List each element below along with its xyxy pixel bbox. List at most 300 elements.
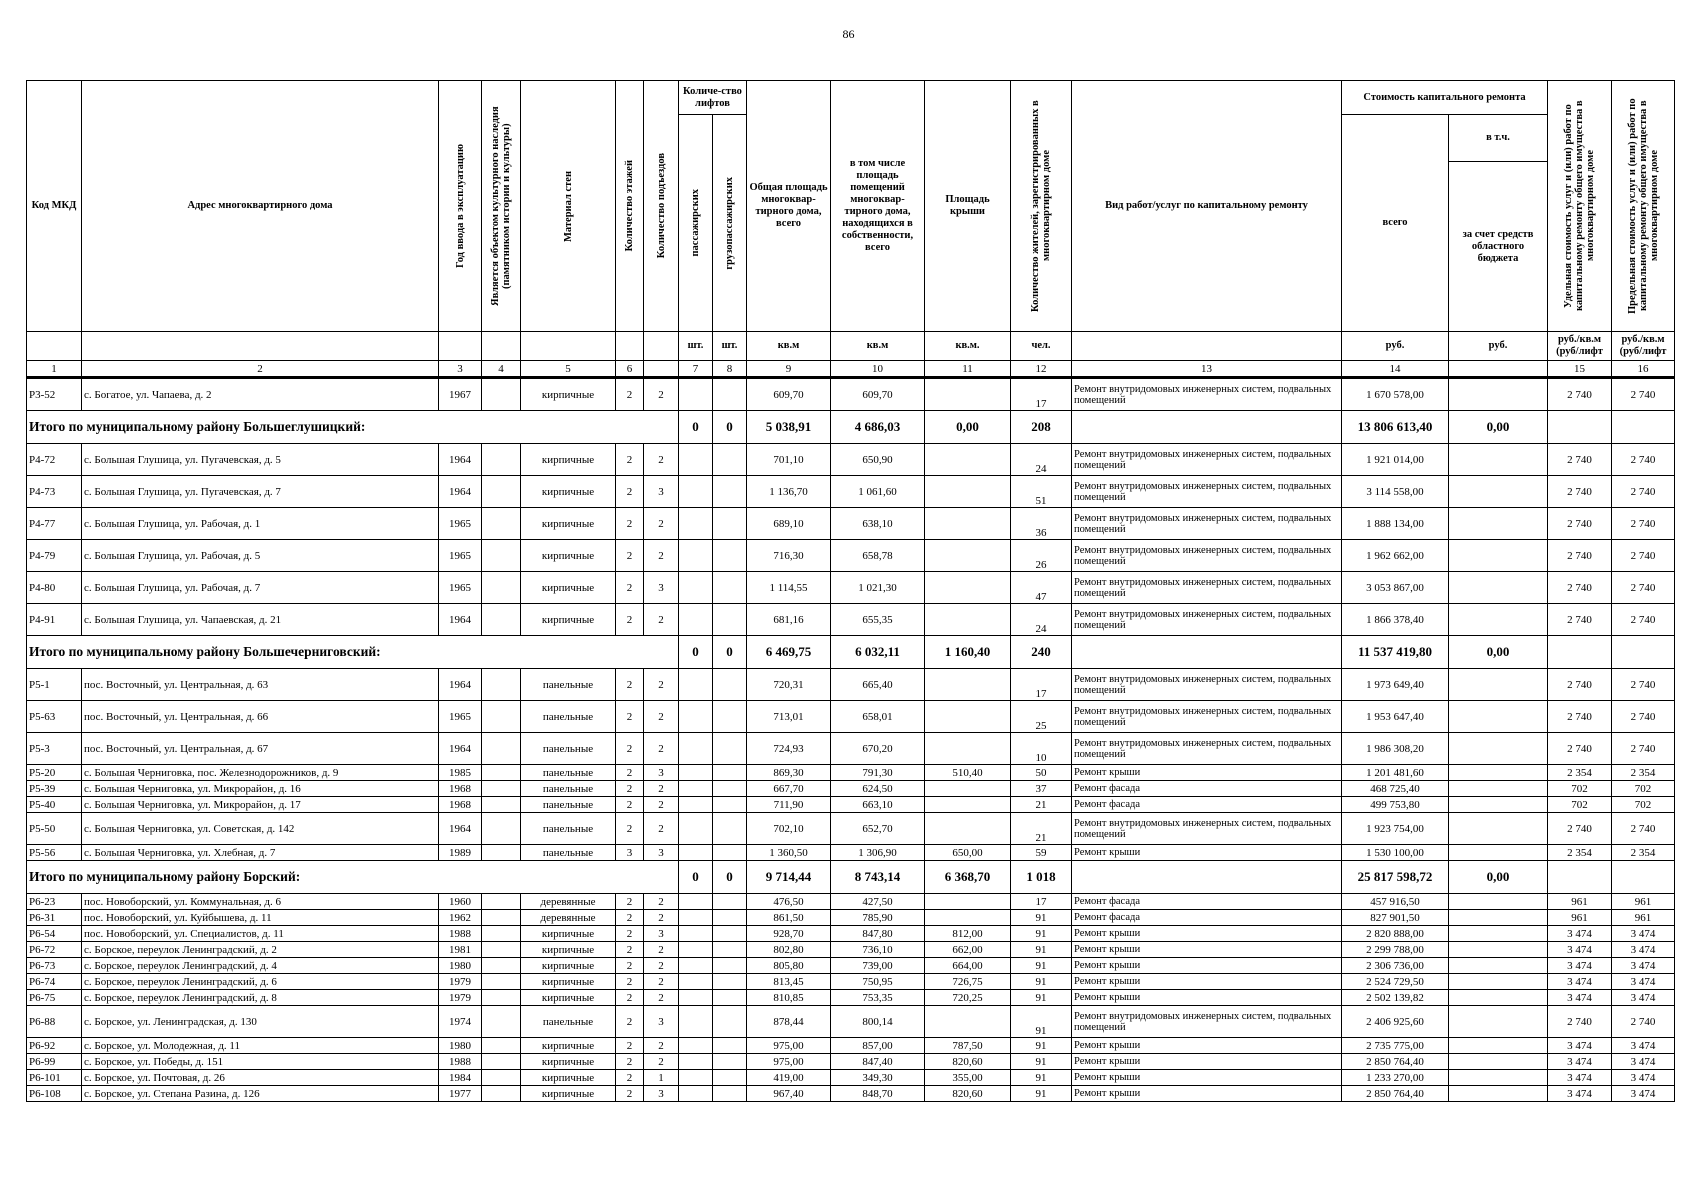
unit-cost: 3 474	[1548, 942, 1612, 958]
table-row	[27, 508, 1675, 540]
limit-cost: 2 740	[1612, 508, 1675, 540]
cargo-lifts	[713, 476, 747, 508]
owned-area: 847,40	[831, 1054, 925, 1070]
work-type: Ремонт внутридомовых инженерных систем, подвальных помещений	[1072, 540, 1342, 572]
year-commissioned: 1965	[439, 701, 482, 733]
roof-area	[925, 669, 1011, 701]
total-regional-budget: 0,00	[1449, 411, 1548, 444]
total-cargo-lifts: 0	[713, 636, 747, 669]
limit-cost: 3 474	[1612, 990, 1675, 1006]
column-number: 7	[679, 361, 713, 378]
regional-budget	[1449, 378, 1548, 411]
regional-budget	[1449, 1054, 1548, 1070]
wall-material: кирпичные	[521, 476, 616, 508]
roof-area	[925, 781, 1011, 797]
wall-material: кирпичные	[521, 378, 616, 411]
mkd-code: Р6-75	[27, 990, 82, 1006]
total-label: Итого по муниципальному району Борский:	[27, 861, 679, 894]
mkd-code: Р5-39	[27, 781, 82, 797]
year-commissioned: 1967	[439, 378, 482, 411]
residents: 26	[1011, 540, 1072, 572]
address: с. Борское, переулок Ленинградский, д. 8	[82, 990, 439, 1006]
col-limit-cost-header: Предельная стоимость услуг и (или) работ по капитальному ремонту общего имущества в многоквартирном доме	[1612, 81, 1675, 332]
limit-cost: 3 474	[1612, 958, 1675, 974]
owned-area: 753,35	[831, 990, 925, 1006]
entrances: 2	[644, 813, 679, 845]
passenger-lifts	[679, 444, 713, 476]
owned-area: 847,80	[831, 926, 925, 942]
entrances: 2	[644, 942, 679, 958]
cargo-lifts	[713, 1038, 747, 1054]
total-regional-budget: 0,00	[1449, 636, 1548, 669]
regional-budget	[1449, 476, 1548, 508]
total-limit-empty	[1612, 636, 1675, 669]
address: с. Большая Черниговка, ул. Хлебная, д. 7	[82, 845, 439, 861]
col-passenger-lifts-header: пассажирских	[679, 115, 713, 332]
cargo-lifts	[713, 813, 747, 845]
owned-area: 609,70	[831, 378, 925, 411]
floors: 2	[616, 990, 644, 1006]
total-limit-empty	[1612, 411, 1675, 444]
mkd-code: Р6-101	[27, 1070, 82, 1086]
district-total-row	[27, 411, 1675, 444]
unit-cost: 3 474	[1548, 1086, 1612, 1102]
heritage	[482, 1006, 521, 1038]
regional-budget	[1449, 845, 1548, 861]
floors: 2	[616, 926, 644, 942]
passenger-lifts	[679, 813, 713, 845]
year-commissioned: 1979	[439, 974, 482, 990]
floors: 2	[616, 444, 644, 476]
passenger-lifts	[679, 604, 713, 636]
floors: 2	[616, 1006, 644, 1038]
work-type: Ремонт крыши	[1072, 926, 1342, 942]
wall-material: панельные	[521, 669, 616, 701]
total-area: 681,16	[747, 604, 831, 636]
heritage	[482, 540, 521, 572]
work-type: Ремонт крыши	[1072, 958, 1342, 974]
total-cargo-lifts: 0	[713, 411, 747, 444]
heritage	[482, 797, 521, 813]
cargo-lifts	[713, 572, 747, 604]
total-area: 861,50	[747, 910, 831, 926]
address: с. Большая Черниговка, ул. Советская, д. 142	[82, 813, 439, 845]
limit-cost: 2 740	[1612, 378, 1675, 411]
total-area: 1 114,55	[747, 572, 831, 604]
mkd-code: Р6-54	[27, 926, 82, 942]
work-type: Ремонт внутридомовых инженерных систем, подвальных помещений	[1072, 508, 1342, 540]
wall-material: кирпичные	[521, 1070, 616, 1086]
cost-total: 1 923 754,00	[1342, 813, 1449, 845]
total-area: 6 469,75	[747, 636, 831, 669]
work-type: Ремонт крыши	[1072, 1038, 1342, 1054]
cost-total: 2 850 764,40	[1342, 1054, 1449, 1070]
total-passenger-lifts: 0	[679, 636, 713, 669]
passenger-lifts	[679, 1006, 713, 1038]
cargo-lifts	[713, 942, 747, 958]
passenger-lifts	[679, 669, 713, 701]
table-row	[27, 894, 1675, 910]
wall-material: кирпичные	[521, 926, 616, 942]
total-cost: 25 817 598,72	[1342, 861, 1449, 894]
total-unit-empty	[1548, 411, 1612, 444]
limit-cost: 2 740	[1612, 669, 1675, 701]
limit-cost: 3 474	[1612, 926, 1675, 942]
mkd-code: Р4-72	[27, 444, 82, 476]
mkd-code: Р5-20	[27, 765, 82, 781]
total-cargo-lifts: 0	[713, 861, 747, 894]
col-cost-total-header: всего	[1342, 115, 1449, 332]
cargo-lifts	[713, 604, 747, 636]
residents: 21	[1011, 813, 1072, 845]
cargo-lifts	[713, 701, 747, 733]
regional-budget	[1449, 669, 1548, 701]
mkd-code: Р6-31	[27, 910, 82, 926]
total-area: 689,10	[747, 508, 831, 540]
limit-cost: 702	[1612, 797, 1675, 813]
heritage	[482, 572, 521, 604]
entrances: 2	[644, 701, 679, 733]
mkd-code: Р4-80	[27, 572, 82, 604]
mkd-code: Р6-99	[27, 1054, 82, 1070]
roof-area: 720,25	[925, 990, 1011, 1006]
wall-material: кирпичные	[521, 1054, 616, 1070]
regional-budget	[1449, 765, 1548, 781]
limit-cost: 2 740	[1612, 540, 1675, 572]
mkd-code: Р6-23	[27, 894, 82, 910]
owned-area: 658,01	[831, 701, 925, 733]
total-area: 9 714,44	[747, 861, 831, 894]
passenger-lifts	[679, 910, 713, 926]
unit-cost: 2 740	[1548, 572, 1612, 604]
cargo-lifts	[713, 1006, 747, 1038]
unit-cost: 3 474	[1548, 974, 1612, 990]
cost-total: 1 953 647,40	[1342, 701, 1449, 733]
year-commissioned: 1979	[439, 990, 482, 1006]
address: с. Большая Глушица, ул. Пугачевская, д. 7	[82, 476, 439, 508]
page-number: 86	[842, 27, 855, 41]
year-commissioned: 1965	[439, 540, 482, 572]
residents: 10	[1011, 733, 1072, 765]
regional-budget	[1449, 781, 1548, 797]
owned-area: 785,90	[831, 910, 925, 926]
floors: 2	[616, 894, 644, 910]
col-floors-header: Количество этажей	[616, 81, 644, 332]
residents: 17	[1011, 378, 1072, 411]
cargo-lifts	[713, 540, 747, 572]
table-row	[27, 1070, 1675, 1086]
address: с. Борское, переулок Ленинградский, д. 6	[82, 974, 439, 990]
heritage	[482, 926, 521, 942]
table-row	[27, 1038, 1675, 1054]
address: с. Большая Глушица, ул. Рабочая, д. 5	[82, 540, 439, 572]
entrances: 3	[644, 1086, 679, 1102]
unit-16: руб./кв.м (руб/лифт	[1612, 332, 1675, 361]
col-cargo-lifts-header: грузопассажирских	[713, 115, 747, 332]
passenger-lifts	[679, 733, 713, 765]
total-residents: 208	[1011, 411, 1072, 444]
cargo-lifts	[713, 508, 747, 540]
unit-cost: 702	[1548, 797, 1612, 813]
total-work-empty	[1072, 411, 1342, 444]
work-type: Ремонт крыши	[1072, 845, 1342, 861]
passenger-lifts	[679, 926, 713, 942]
work-type: Ремонт фасада	[1072, 797, 1342, 813]
total-roof-area: 1 160,40	[925, 636, 1011, 669]
unit-cost: 2 354	[1548, 845, 1612, 861]
limit-cost: 2 740	[1612, 813, 1675, 845]
mkd-code: Р6-73	[27, 958, 82, 974]
floors: 2	[616, 765, 644, 781]
roof-area	[925, 733, 1011, 765]
column-number: 1	[27, 361, 82, 378]
regional-budget	[1449, 926, 1548, 942]
limit-cost: 2 740	[1612, 444, 1675, 476]
unit-cost: 3 474	[1548, 1070, 1612, 1086]
passenger-lifts	[679, 1038, 713, 1054]
work-type: Ремонт внутридомовых инженерных систем, подвальных помещений	[1072, 476, 1342, 508]
cargo-lifts	[713, 910, 747, 926]
table-row	[27, 926, 1675, 942]
column-number: 4	[482, 361, 521, 378]
entrances: 2	[644, 508, 679, 540]
owned-area: 1 061,60	[831, 476, 925, 508]
year-commissioned: 1974	[439, 1006, 482, 1038]
address: с. Большая Глушица, ул. Пугачевская, д. 5	[82, 444, 439, 476]
column-number: 10	[831, 361, 925, 378]
limit-cost: 3 474	[1612, 1038, 1675, 1054]
total-area: 720,31	[747, 669, 831, 701]
column-number: 16	[1612, 361, 1675, 378]
floors: 2	[616, 1038, 644, 1054]
total-work-empty	[1072, 861, 1342, 894]
owned-area: 857,00	[831, 1038, 925, 1054]
col-work-type-header: Вид работ/услуг по капитальному ремонту	[1072, 81, 1342, 332]
entrances: 2	[644, 781, 679, 797]
passenger-lifts	[679, 942, 713, 958]
residents: 91	[1011, 958, 1072, 974]
roof-area	[925, 444, 1011, 476]
year-commissioned: 1964	[439, 604, 482, 636]
heritage	[482, 733, 521, 765]
total-area: 975,00	[747, 1038, 831, 1054]
cost-total: 457 916,50	[1342, 894, 1449, 910]
col-heritage-header: Является объектом культурного наследия (памятником истории и культуры)	[482, 81, 521, 332]
floors: 2	[616, 797, 644, 813]
cost-total: 1 973 649,40	[1342, 669, 1449, 701]
unit-cost: 3 474	[1548, 926, 1612, 942]
owned-area: 663,10	[831, 797, 925, 813]
total-passenger-lifts: 0	[679, 861, 713, 894]
year-commissioned: 1984	[439, 1070, 482, 1086]
limit-cost: 2 740	[1612, 604, 1675, 636]
total-area: 476,50	[747, 894, 831, 910]
limit-cost: 3 474	[1612, 942, 1675, 958]
unit-cost: 2 740	[1548, 444, 1612, 476]
unit-12: чел.	[1011, 332, 1072, 361]
regional-budget	[1449, 604, 1548, 636]
heritage	[482, 1054, 521, 1070]
total-area: 805,80	[747, 958, 831, 974]
column-number: 6	[616, 361, 644, 378]
owned-area: 655,35	[831, 604, 925, 636]
residents: 91	[1011, 1038, 1072, 1054]
entrances: 2	[644, 1054, 679, 1070]
total-area: 716,30	[747, 540, 831, 572]
floors: 2	[616, 733, 644, 765]
address: пос. Восточный, ул. Центральная, д. 63	[82, 669, 439, 701]
owned-area: 349,30	[831, 1070, 925, 1086]
owned-area: 665,40	[831, 669, 925, 701]
floors: 2	[616, 974, 644, 990]
owned-area: 427,50	[831, 894, 925, 910]
unit-9: кв.м	[747, 332, 831, 361]
cost-total: 468 725,40	[1342, 781, 1449, 797]
passenger-lifts	[679, 1070, 713, 1086]
address: с. Большая Глушица, ул. Рабочая, д. 1	[82, 508, 439, 540]
wall-material: панельные	[521, 765, 616, 781]
col-residents-header: Количество жителей, зарегистрированных в многоквартирном доме	[1011, 81, 1072, 332]
unit-cost: 3 474	[1548, 958, 1612, 974]
entrances: 3	[644, 845, 679, 861]
cost-total: 1 866 378,40	[1342, 604, 1449, 636]
table-row	[27, 1006, 1675, 1038]
cargo-lifts	[713, 378, 747, 411]
column-number: 2	[82, 361, 439, 378]
entrances: 2	[644, 669, 679, 701]
regional-budget	[1449, 540, 1548, 572]
roof-area: 662,00	[925, 942, 1011, 958]
cost-total: 2 306 736,00	[1342, 958, 1449, 974]
residents: 59	[1011, 845, 1072, 861]
residents: 91	[1011, 1070, 1072, 1086]
heritage	[482, 894, 521, 910]
floors: 2	[616, 540, 644, 572]
passenger-lifts	[679, 701, 713, 733]
col-code-header: Код МКД	[27, 81, 82, 332]
passenger-lifts	[679, 990, 713, 1006]
regional-budget	[1449, 572, 1548, 604]
unit-14b: руб.	[1449, 332, 1548, 361]
address: с. Борское, переулок Ленинградский, д. 4	[82, 958, 439, 974]
wall-material: панельные	[521, 845, 616, 861]
cost-total: 1 962 662,00	[1342, 540, 1449, 572]
work-type: Ремонт внутридомовых инженерных систем, подвальных помещений	[1072, 813, 1342, 845]
cost-total: 827 901,50	[1342, 910, 1449, 926]
total-cost: 13 806 613,40	[1342, 411, 1449, 444]
cost-total: 2 850 764,40	[1342, 1086, 1449, 1102]
cargo-lifts	[713, 444, 747, 476]
cost-total: 2 406 925,60	[1342, 1006, 1449, 1038]
total-area: 724,93	[747, 733, 831, 765]
mkd-code: Р6-74	[27, 974, 82, 990]
total-area: 928,70	[747, 926, 831, 942]
floors: 3	[616, 845, 644, 861]
roof-area: 510,40	[925, 765, 1011, 781]
wall-material: кирпичные	[521, 540, 616, 572]
wall-material: кирпичные	[521, 990, 616, 1006]
owned-area: 652,70	[831, 813, 925, 845]
unit-cost: 2 740	[1548, 813, 1612, 845]
floors: 2	[616, 572, 644, 604]
entrances: 2	[644, 974, 679, 990]
entrances: 2	[644, 444, 679, 476]
roof-area: 820,60	[925, 1086, 1011, 1102]
cargo-lifts	[713, 765, 747, 781]
table-row	[27, 781, 1675, 797]
wall-material: кирпичные	[521, 572, 616, 604]
passenger-lifts	[679, 1086, 713, 1102]
table-row	[27, 974, 1675, 990]
limit-cost: 2 354	[1612, 845, 1675, 861]
column-number: 14	[1342, 361, 1449, 378]
residents: 21	[1011, 797, 1072, 813]
floors: 2	[616, 476, 644, 508]
cargo-lifts	[713, 1086, 747, 1102]
limit-cost: 2 354	[1612, 765, 1675, 781]
total-area: 810,85	[747, 990, 831, 1006]
passenger-lifts	[679, 958, 713, 974]
owned-area: 800,14	[831, 1006, 925, 1038]
floors: 2	[616, 813, 644, 845]
wall-material: панельные	[521, 797, 616, 813]
col-total-area-header: Общая площадь многоквар-тирного дома, всего	[747, 81, 831, 332]
roof-area	[925, 378, 1011, 411]
total-area: 5 038,91	[747, 411, 831, 444]
mkd-code: Р4-91	[27, 604, 82, 636]
heritage	[482, 845, 521, 861]
owned-area: 658,78	[831, 540, 925, 572]
unit-cost: 3 474	[1548, 1054, 1612, 1070]
work-type: Ремонт крыши	[1072, 990, 1342, 1006]
district-total-row	[27, 861, 1675, 894]
owned-area: 1 306,90	[831, 845, 925, 861]
heritage	[482, 974, 521, 990]
mkd-code: Р4-77	[27, 508, 82, 540]
residents: 37	[1011, 781, 1072, 797]
work-type: Ремонт крыши	[1072, 1054, 1342, 1070]
cost-total: 3 053 867,00	[1342, 572, 1449, 604]
regional-budget	[1449, 942, 1548, 958]
regional-budget	[1449, 701, 1548, 733]
unit-cost: 2 740	[1548, 669, 1612, 701]
table-row	[27, 669, 1675, 701]
residents: 91	[1011, 1086, 1072, 1102]
col-year-header: Год ввода в эксплуатацию	[439, 81, 482, 332]
owned-area: 736,10	[831, 942, 925, 958]
unit-cost: 961	[1548, 910, 1612, 926]
limit-cost: 3 474	[1612, 1054, 1675, 1070]
floors: 2	[616, 1054, 644, 1070]
heritage	[482, 701, 521, 733]
heritage	[482, 813, 521, 845]
unit-cost: 2 740	[1548, 604, 1612, 636]
roof-area: 355,00	[925, 1070, 1011, 1086]
heritage	[482, 604, 521, 636]
unit-cost: 3 474	[1548, 990, 1612, 1006]
wall-material: деревянные	[521, 910, 616, 926]
roof-area	[925, 910, 1011, 926]
entrances: 3	[644, 765, 679, 781]
col-owned-area-header: в том числе площадь помещений многоквар-тирного дома, находящихся в собственности, всего	[831, 81, 925, 332]
wall-material: кирпичные	[521, 974, 616, 990]
limit-cost: 961	[1612, 910, 1675, 926]
regional-budget	[1449, 813, 1548, 845]
cargo-lifts	[713, 733, 747, 765]
cost-total: 1 233 270,00	[1342, 1070, 1449, 1086]
address: с. Большая Черниговка, ул. Микрорайон, д. 17	[82, 797, 439, 813]
entrances: 2	[644, 894, 679, 910]
